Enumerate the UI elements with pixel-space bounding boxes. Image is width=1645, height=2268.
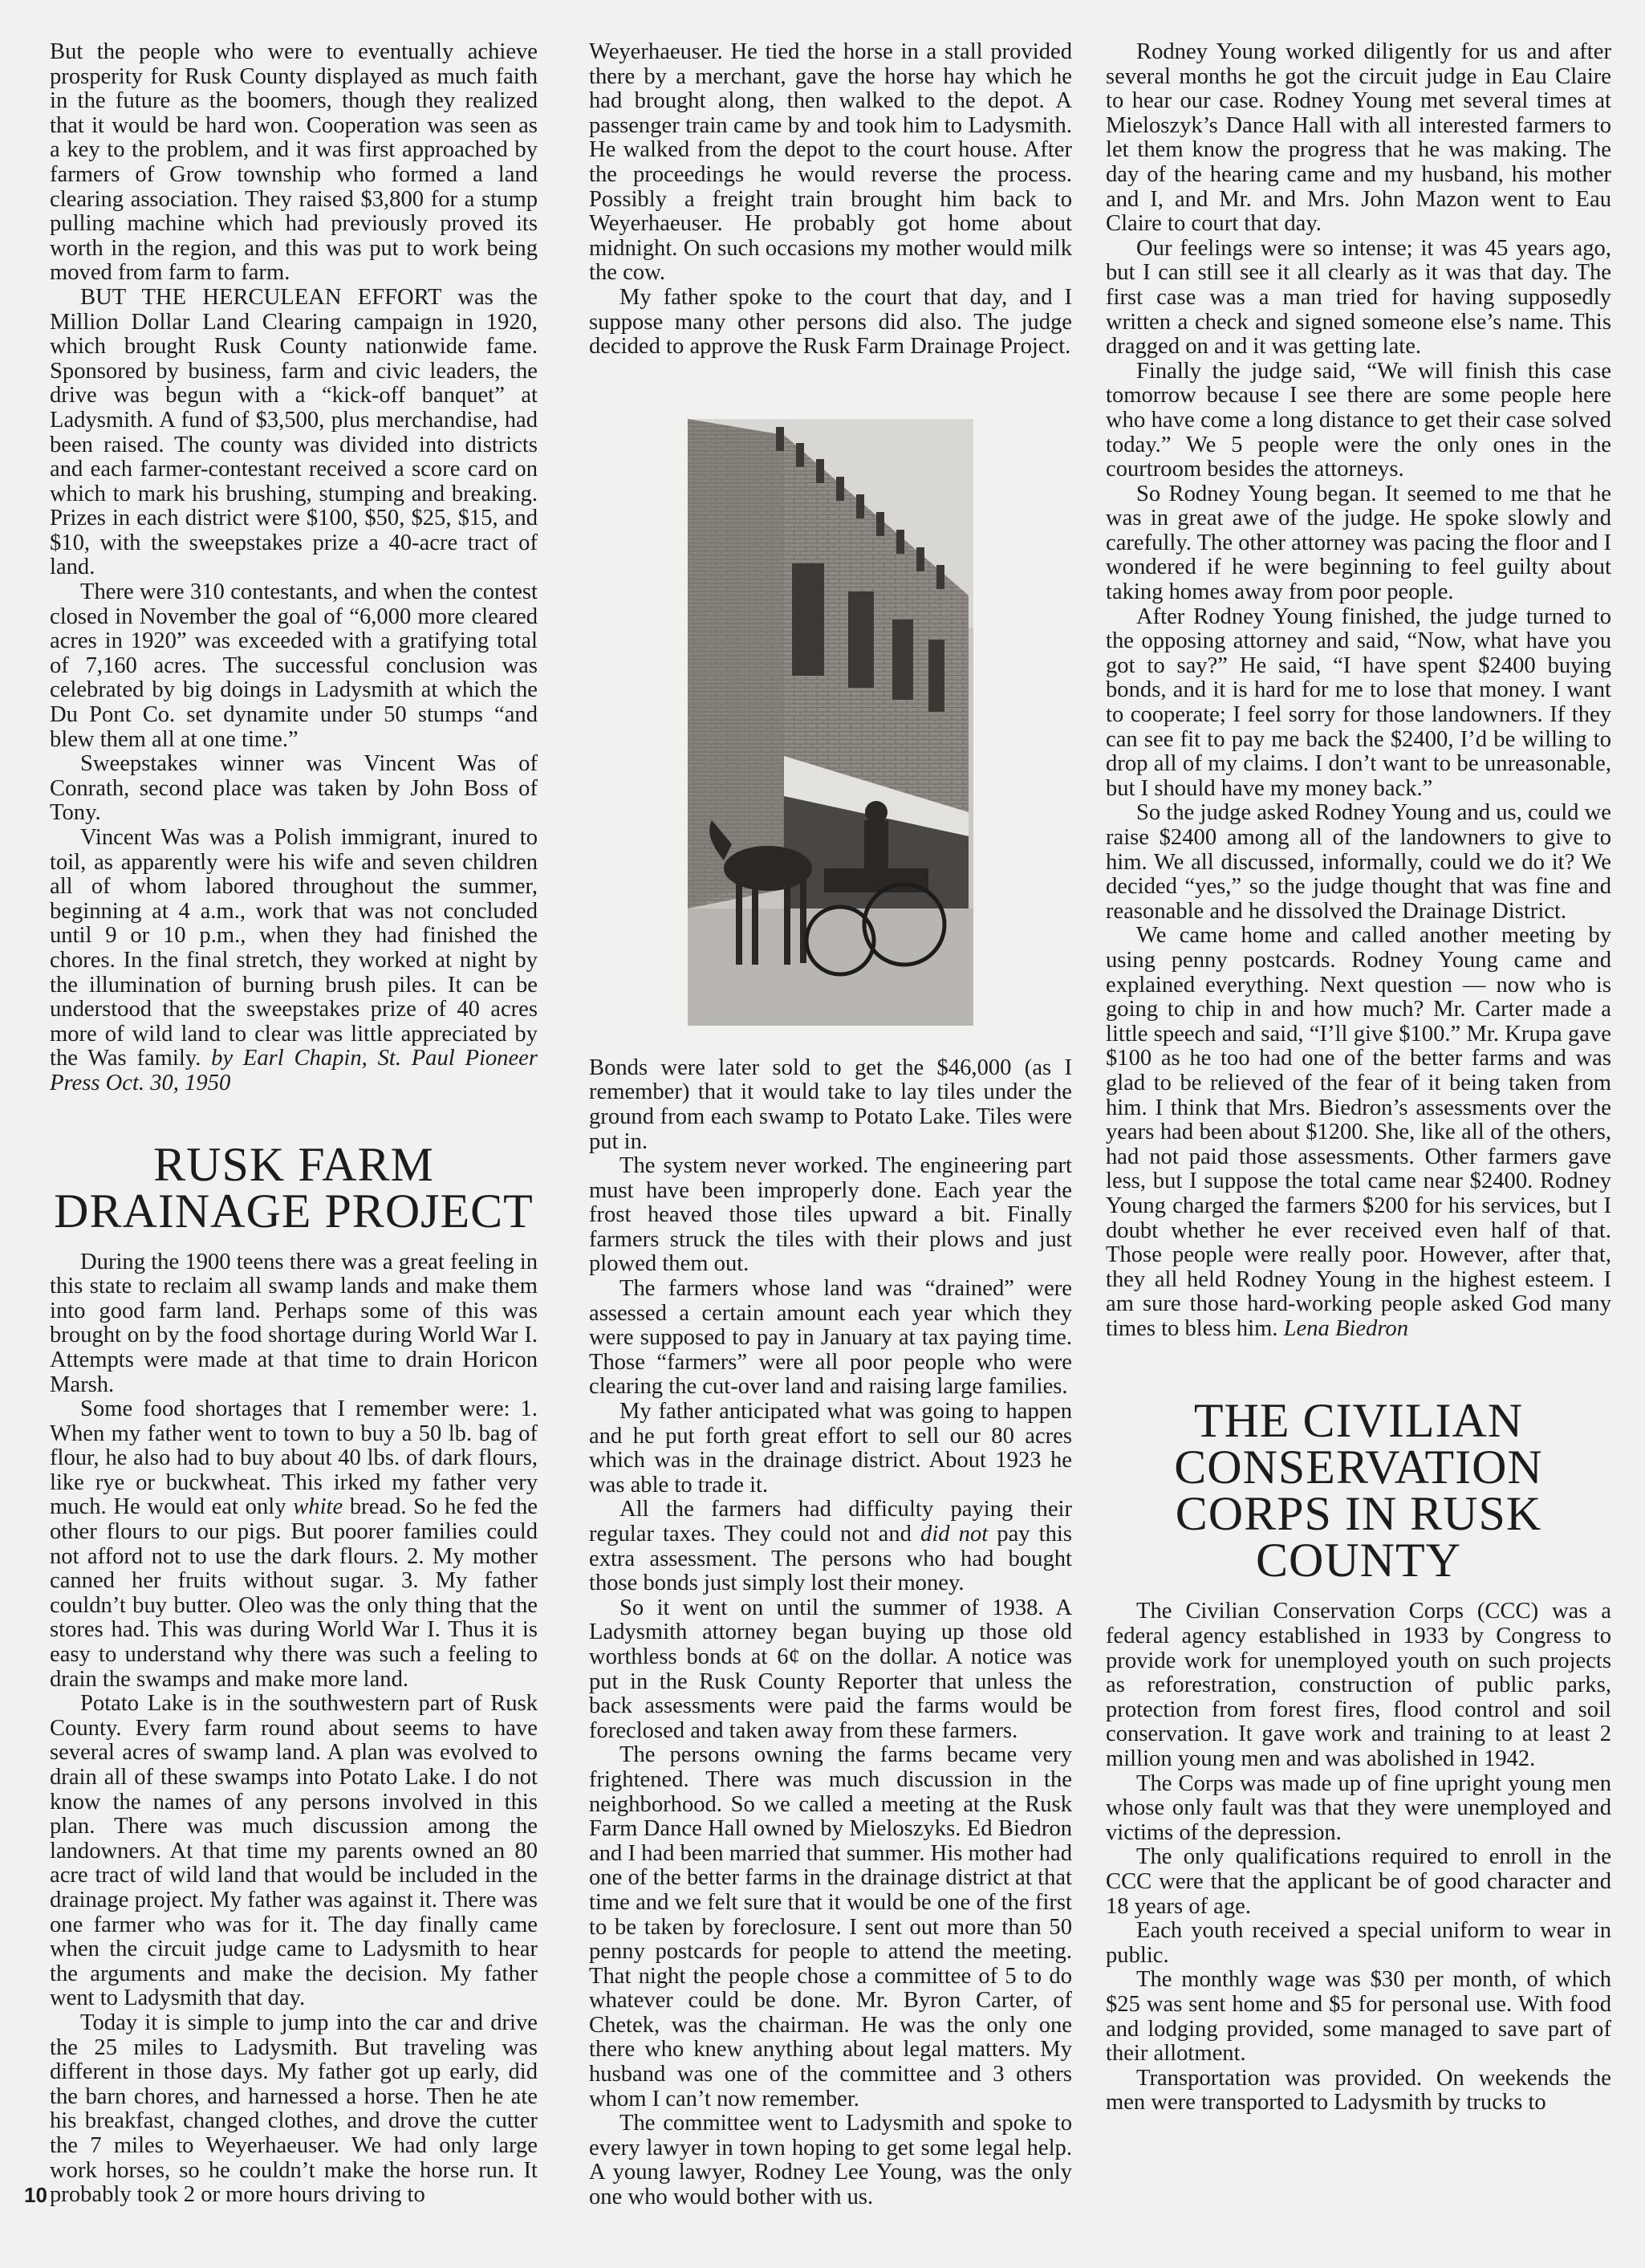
paragraph: The farmers whose land was “drained” were assessed a certain amount each year which they were supposed to pay in January at tax paying time. Those “farmers” were all poor people who were clearing the cut-over land and raising large families. [589, 1276, 1072, 1400]
paragraph: The Civilian Conservation Corps (CCC) was a federal agency established in 1933 by Congress to provide work for unemployed youth on such projects as reforestration, construction of public parks, protection from forest fires, flood control and soil conservation. It gave work and training to at least 2 million young men and was abolished in 1942. [1106, 1599, 1611, 1772]
paragraph [589, 1498, 1072, 1595]
paragraph: Sweepstakes winner was Vincent Was of Conrath, second place was taken by John Boss of Tony. [50, 751, 538, 826]
paragraph-text: Vincent Was was a Polish immigrant, inured to toil, as apparently were his wife and seven children all of whom labored throughout the summer, beginning at 4 a.m., work that was not concluded until 9 or 10 p.m., when they had finished the chores. In the final stretch, they worked at night by the illumination of burning brush piles. It can be understood that the sweepstakes prize of 40 acres more of wild land to clear was little appreciated by the Was family. [50, 825, 538, 1071]
paragraph: The monthly wage was $30 per month, of which $25 was sent home and $5 for personal use. With food and lodging provided, some managed to save part of their allotment. [1106, 1967, 1611, 2067]
paragraph-text: Some food shortages that I remember were: 1. When my father went to town to buy a 50 lb. bag of flour, he also had to buy about 40 lbs. of dark flours, like rye or buckwheat. This irked my father very much. He would eat only [50, 1396, 538, 1520]
emphasis: white [293, 1494, 343, 1520]
headline-rusk-farm-drainage: RUSK FARM DRAINAGE PROJECT [54, 1137, 534, 1238]
emphasis: did not [920, 1522, 989, 1547]
paragraph: My father anticipated what was going to happen and he put forth great effort to sell our 80 acres which was in the drainage district. About 1923 he was able to trade it. [589, 1399, 1072, 1498]
paragraph: Today it is simple to jump into the car and drive the 25 miles to Ladysmith. But traveling was different in those days. My father got up early, did the barn chores, and harnessed a horse. Then he ate his breakfast, changed clothes, and drove the cutter the 7 miles to Weyerhaeuser. We had only large work horses, so he couldn’t make the horse run. It probably took 2 or more hours driving to [50, 2010, 538, 2208]
paragraph: My father spoke to the court that day, and I suppose many other persons did also. The judge decided to approve the Rusk Farm Drainage Project. [589, 284, 1072, 360]
paragraph: The Corps was made up of fine upright young men whose only fault was that they were unemployed and victims of the depression. [1106, 1770, 1611, 1845]
paragraph: Transportation was provided. On weekends the men were transported to Ladysmith by trucks to [1106, 2065, 1611, 2116]
paragraph: The committee went to Ladysmith and spoke to every lawyer in town hoping to get some legal help. A young lawyer, Rodney Lee Young, was the only one who would bother with us. [589, 2111, 1072, 2210]
paragraph [50, 1397, 538, 1692]
article-column-2 [589, 40, 1072, 2210]
paragraph: There were 310 contestants, and when the contest closed in November the goal of “6,000 more cleared acres in 1920” was exceeded with a gratifying total of 7,160 acres. The successful conclusion was celebrated by big doings in Ladysmith at which the Du Pont Co. set dynamite under 50 stumps “and blew them all at one time.” [50, 579, 538, 752]
paragraph: During the 1900 teens there was a great feeling in this state to reclaim all swamp lands and make them into good farm land. Perhaps some of this was brought on by the food shortage during World War I. Attempts were made at that time to drain Horicon Marsh. [50, 1249, 538, 1397]
article-column-3 [1106, 40, 1611, 2116]
paragraph: Each youth received a special uniform to wear in public. [1106, 1918, 1611, 1968]
attribution: by Earl Chapin, St. Paul Pioneer Press Oct. 30, 1950 [50, 1046, 538, 1095]
paragraph: The persons owning the farms became very frightened. There was much discussion in the neighborhood. So we called a meeting at the Rusk Farm Dance Hall owned by Mieloszyks. Ed Biedron and I had been married that summer. His mother had one of the better farms in the drainage district at that time and we felt sure that it would be one of the first to be taken by foreclosure. I sent out more than 50 penny postcards for people to attend the meeting. That night the people chose a committee of 5 to do whatever could be done. Mr. Byron Carter, of Chetek, was the chairman. He was the only one there who knew anything about legal matters. My husband was one of the committee and 3 others whom I can’t now remember. [589, 1742, 1072, 2112]
paragraph: The system never worked. The engineering part must have been improperly done. Each year the frost heaved those tiles upward a bit. Finally farmers struck the tiles with their plows and just plowed them out. [589, 1153, 1072, 1277]
paragraph-text: pay this extra assessment. The persons who had bought those bonds just simply lost their money. [589, 1522, 1072, 1596]
paragraph: Rodney Young worked diligently for us and after several months he got the circuit judge in Eau Claire to hear our case. Rodney Young met several times at Mieloszyk’s Dance Hall with all interested farmers to let them know the progress that he was making. The day of the hearing came and my husband, his mother and I, and Mr. and Mrs. John Mazon went to Eau Claire to court that day. [1106, 39, 1611, 237]
headline-civilian-conservation-corps: THE CIVILIAN CONSERVATION CORPS IN RUSK COUNTY [1174, 1394, 1543, 1587]
paragraph-text: All the farmers had difficulty paying their regular taxes. They could not and [589, 1497, 1072, 1547]
paragraph [50, 826, 538, 1096]
paragraph: BUT THE HERCULEAN EFFORT was the Million Dollar Land Clearing campaign in 1920, which brought Rusk County nationwide fame. Sponsored by business, farm and civic leaders, the drive was begun with a “kick-off banquet” at Ladysmith. A fund of $3,500, plus merchandise, had been raised. The county was divided into districts and each farmer-contestant received a score card on which to mark his brushing, stumping and breaking. Prizes in each district were $100, $50, $25, $15, and $10, with the sweepstakes prize a 40-acre tract of land. [50, 284, 538, 580]
paragraph: Finally the judge said, “We will finish this case tomorrow because I see there are some people here who have come a long distance to get their case solved today.” We 5 people were the only ones in the courtroom besides the attorneys. [1106, 358, 1611, 482]
paragraph: The only qualifications required to enroll in the CCC were that the applicant be of good character and 18 years of age. [1106, 1844, 1611, 1919]
attribution: Lena Biedron [1283, 1315, 1409, 1341]
paragraph: Our feelings were so intense; it was 45 years ago, but I can still see it all clearly as it was that day. The first case was a man tried for having supposedly written a check and signed someone else’s name. This dragged on and it was getting late. [1106, 235, 1611, 360]
paragraph: Weyerhaeuser. He tied the horse in a stall provided there by a merchant, gave the horse hay which he had brought along, then walked to the depot. A passenger train came by and took him to Ladysmith. He walked from the depot to the court house. After the proceedings he would reverse the process. Possibly a freight train brought him back to Weyerhaeuser. He probably got home about midnight. On such occasions my mother would milk the cow. [589, 39, 1072, 286]
paragraph: So it went on until the summer of 1938. A Ladysmith attorney began buying up those old worthless bonds at 6¢ on the dollar. A notice was put in the Rusk County Reporter that unless the back assessments were paid the farms would be foreclosed and taken away from these farmers. [589, 1595, 1072, 1743]
courthouse-photo-image [688, 419, 973, 1026]
paragraph: Bonds were later sold to get the $46,000 (as I remember) that it would take to lay tiles under the ground from each swamp to Potato Lake. Tiles were put in. [589, 1055, 1072, 1154]
paragraph-text: We came home and called another meeting by using penny postcards. Rodney Young came and explained everything. Next question — now who is going to chip in and how much? Mr. Carter made a little speech and said, “I’ll give $100.” Mr. Krupa gave $100 as he too had one of the better farms and was glad to be relieved of the fear of it being taken from him. I think that Mrs. Biedron’s assessments over the years had been about $1200. She, like all of the others, had not paid those assessments. Other farmers gave less, but I suppose the total came near $2400. Rodney Young charged the farmers $200 for his services, but I doubt whether he ever received even half of that. Those people were really poor. However, after that, they all held Rodney Young in the highest esteem. I am sure those hard-working people asked God many times to bless him. [1106, 923, 1611, 1341]
paragraph: So Rodney Young began. It seemed to me that he was in great awe of the judge. He spoke slowly and carefully. The other attorney was pacing the floor and I wondered if he were beginning to feel guilty about taking homes away from poor people. [1106, 481, 1611, 605]
paragraph: But the people who were to eventually achieve prosperity for Rusk County displayed as much faith in the future as the boomers, though they realized that it would be hard won. Cooperation was seen as a key to the problem, and it was first approached by farmers of Grow township who formed a land clearing association. They raised $3,800 for a stump pulling machine which had previously proved its worth in the region, and this was put to work being moved from farm to farm. [50, 39, 538, 286]
paragraph [1106, 924, 1611, 1341]
courthouse-photo [688, 419, 973, 1026]
paragraph: Potato Lake is in the southwestern part of Rusk County. Every farm round about seems to have several acres of swamp land. A plan was evolved to drain all of these swamps into Potato Lake. I do not know the names of any persons involved in this plan. There was much discussion among the landowners. At that time my parents owned an 80 acre tract of wild land that would be included in the drainage project. My father was against it. There was one farmer who was for it. The day finally came when the circuit judge came to Ladysmith to hear the arguments and make the decision. My father went to Ladysmith that day. [50, 1691, 538, 2011]
article-column-1 [50, 40, 538, 2208]
page-number: 10 [24, 2183, 47, 2207]
paragraph: So the judge asked Rodney Young and us, could we raise $2400 among all of the landowners to give to him. We all discussed, informally, could we do it? We decided “yes,” so the judge thought that was fine and reasonable and he dissolved the Drainage District. [1106, 800, 1611, 924]
paragraph: After Rodney Young finished, the judge turned to the opposing attorney and said, “Now, what have you got to say?” He said, “I have spent $2400 buying bonds, and it is hard for me to lose that money. I want to cooperate; I feel sorry for those landowners. If they can see fit to pay me back the $2400, I’d be willing to drop all of my claims. I don’t want to be unreasonable, but I should have my money back.” [1106, 604, 1611, 801]
paragraph-text: bread. So he fed the other flours to our pigs. But poorer families could not afford not to use the dark flours. 2. My mother canned her fruits without sugar. 3. My father couldn’t buy butter. Oleo was the only thing that the stores had. This was during World War I. Thus it is easy to understand why there was such a feeling to drain the swamps and make more land. [50, 1494, 538, 1692]
